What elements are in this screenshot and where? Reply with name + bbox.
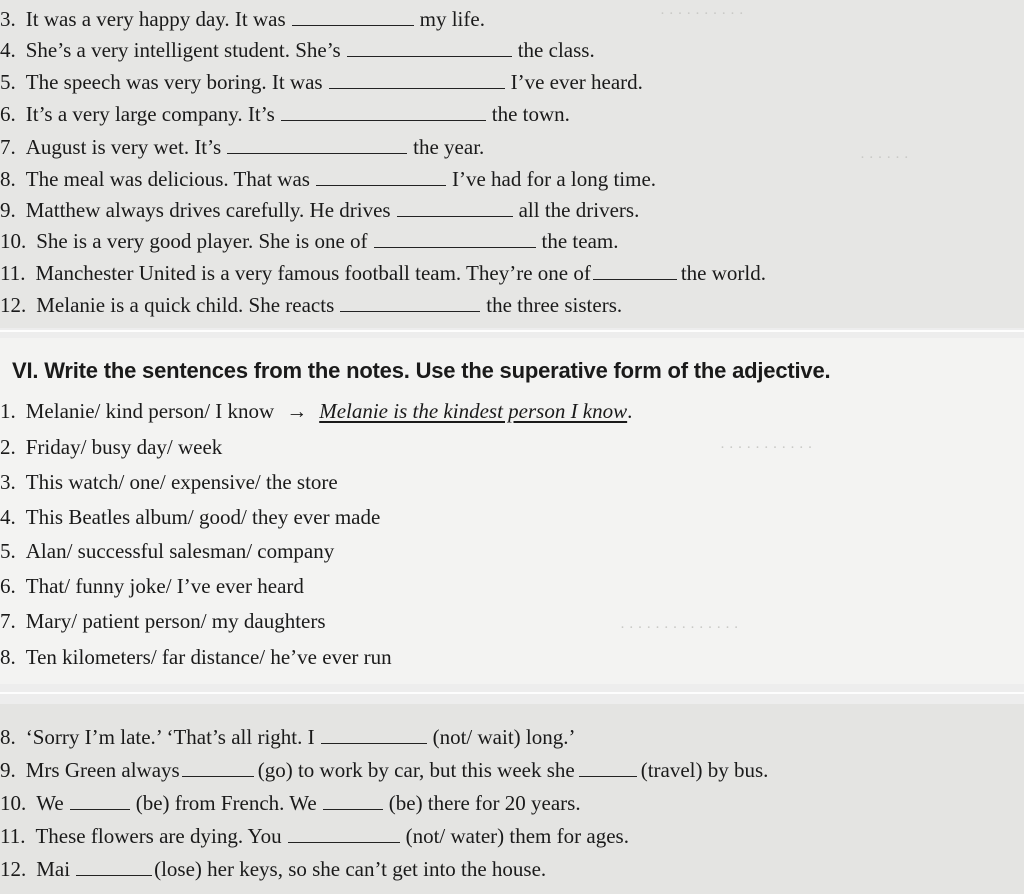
item-number: 8. <box>0 167 16 191</box>
answer-blank[interactable] <box>292 8 414 26</box>
item-number: 11. <box>0 824 26 848</box>
item-number: 8. <box>0 645 16 669</box>
example-answer: Melanie is the kindest person I know <box>319 399 628 423</box>
item-text: I’ve had for a long time. <box>451 167 657 191</box>
item-text: We <box>36 791 64 815</box>
item-text: This Beatles album/ good/ they ever made <box>25 505 381 529</box>
exercise-item <box>0 758 768 782</box>
answer-blank[interactable] <box>316 168 446 186</box>
item-text: (be) there for 20 years. <box>388 791 581 815</box>
arrow-icon: → <box>286 399 308 423</box>
exercise-item <box>0 725 576 749</box>
item-text: Matthew always drives carefully. He drives <box>25 198 391 222</box>
exercise-item <box>0 435 222 459</box>
exercise-item <box>0 7 485 31</box>
item-text: Mai <box>36 857 71 881</box>
item-text: The speech was very boring. It was <box>25 70 323 94</box>
item-number: 9. <box>0 198 16 222</box>
exercise-item <box>0 198 639 222</box>
exercise-item <box>0 399 632 423</box>
item-text: the year. <box>413 135 485 159</box>
answer-blank[interactable] <box>397 199 513 217</box>
item-number: 2. <box>0 435 16 459</box>
item-number: 3. <box>0 470 16 494</box>
answer-blank[interactable] <box>182 759 254 777</box>
item-text: She is a very good player. She is one of <box>36 229 368 253</box>
exercise-item <box>0 70 643 94</box>
item-number: 1. <box>0 399 16 423</box>
exercise-item <box>0 102 570 126</box>
exercise-item <box>0 609 326 633</box>
answer-blank[interactable] <box>70 792 130 810</box>
item-number: 12. <box>0 293 27 317</box>
item-text: I’ve ever heard. <box>510 70 643 94</box>
exercise-item <box>0 38 595 62</box>
item-text: It’s a very large company. It’s <box>25 102 275 126</box>
item-text: (not/ water) them for ages. <box>405 824 629 848</box>
item-text: She’s a very intelligent student. She’s <box>25 38 341 62</box>
answer-blank[interactable] <box>593 262 677 280</box>
item-text: (be) from French. We <box>135 791 317 815</box>
item-text: Ten kilometers/ far distance/ he’ve ever run <box>25 645 392 669</box>
exercise-item <box>0 857 546 881</box>
exercise-item <box>0 293 622 317</box>
item-text: Mrs Green always <box>25 758 180 782</box>
exercise-heading: VI. Write the sentences from the notes. Use the superative form of the adjective. <box>12 358 831 383</box>
item-number: 5. <box>0 70 16 94</box>
item-text: the class. <box>517 38 595 62</box>
section-divider <box>0 692 1024 694</box>
exercise-item <box>0 824 629 848</box>
item-number: 7. <box>0 135 16 159</box>
section-divider <box>0 330 1024 332</box>
item-number: 6. <box>0 102 16 126</box>
item-text: Melanie/ kind person/ I know <box>25 399 275 423</box>
exercise-item <box>0 167 656 191</box>
exercise-item <box>0 135 484 159</box>
item-number: 11. <box>0 261 26 285</box>
show-through-text: · · · · · · <box>860 150 909 166</box>
item-text: (go) to work by car, but this week she <box>257 758 575 782</box>
exercise-item <box>0 645 392 669</box>
answer-blank[interactable] <box>227 136 407 154</box>
answer-blank[interactable] <box>76 858 152 876</box>
item-text: Friday/ busy day/ week <box>25 435 223 459</box>
item-number: 7. <box>0 609 16 633</box>
item-text: ‘Sorry I’m late.’ ‘That’s all right. I <box>25 725 315 749</box>
exercise-item <box>0 470 338 494</box>
item-text: Alan/ successful salesman/ company <box>25 539 335 563</box>
item-text: Melanie is a quick child. She reacts <box>36 293 335 317</box>
exercise-item <box>0 791 581 815</box>
item-number: 5. <box>0 539 16 563</box>
answer-blank[interactable] <box>321 726 427 744</box>
exercise-item <box>0 229 619 253</box>
answer-blank[interactable] <box>329 71 505 89</box>
answer-blank[interactable] <box>288 825 400 843</box>
item-text: August is very wet. It’s <box>25 135 222 159</box>
item-number: 12. <box>0 857 27 881</box>
item-text: the team. <box>541 229 619 253</box>
item-number: 4. <box>0 505 16 529</box>
item-text: The meal was delicious. That was <box>25 167 310 191</box>
answer-blank[interactable] <box>579 759 637 777</box>
item-text: (not/ wait) long.’ <box>432 725 576 749</box>
item-text: Mary/ patient person/ my daughters <box>25 609 326 633</box>
item-text: the world. <box>680 261 766 285</box>
item-text: my life. <box>419 7 485 31</box>
item-number: 10. <box>0 791 27 815</box>
answer-blank[interactable] <box>281 103 486 121</box>
item-number: 6. <box>0 574 16 598</box>
item-text: That/ funny joke/ I’ve ever heard <box>25 574 304 598</box>
show-through-text: · · · · · · · · · · <box>660 6 744 22</box>
exercise-item <box>0 261 766 285</box>
item-text: These flowers are dying. You <box>35 824 282 848</box>
show-through-text: · · · · · · · · · · · <box>720 440 813 456</box>
exercise-item <box>0 539 334 563</box>
item-text: (travel) by bus. <box>640 758 769 782</box>
item-number: 4. <box>0 38 16 62</box>
exercise-item <box>0 505 380 529</box>
item-text: all the drivers. <box>518 198 640 222</box>
item-text: . <box>627 399 633 423</box>
answer-blank[interactable] <box>374 230 536 248</box>
exercise-item <box>0 574 304 598</box>
item-number: 8. <box>0 725 16 749</box>
show-through-text: · · · · · · · · · · · · · · <box>620 620 739 636</box>
item-number: 10. <box>0 229 27 253</box>
item-number: 9. <box>0 758 16 782</box>
item-text: It was a very happy day. It was <box>25 7 286 31</box>
item-text: Manchester United is a very famous football team. They’re one of <box>35 261 591 285</box>
answer-blank[interactable] <box>340 294 480 312</box>
item-text: the three sisters. <box>486 293 623 317</box>
item-text: (lose) her keys, so she can’t get into the house. <box>154 857 547 881</box>
answer-blank[interactable] <box>347 39 512 57</box>
item-text: the town. <box>491 102 570 126</box>
item-number: 3. <box>0 7 16 31</box>
item-text: This watch/ one/ expensive/ the store <box>25 470 338 494</box>
answer-blank[interactable] <box>323 792 383 810</box>
